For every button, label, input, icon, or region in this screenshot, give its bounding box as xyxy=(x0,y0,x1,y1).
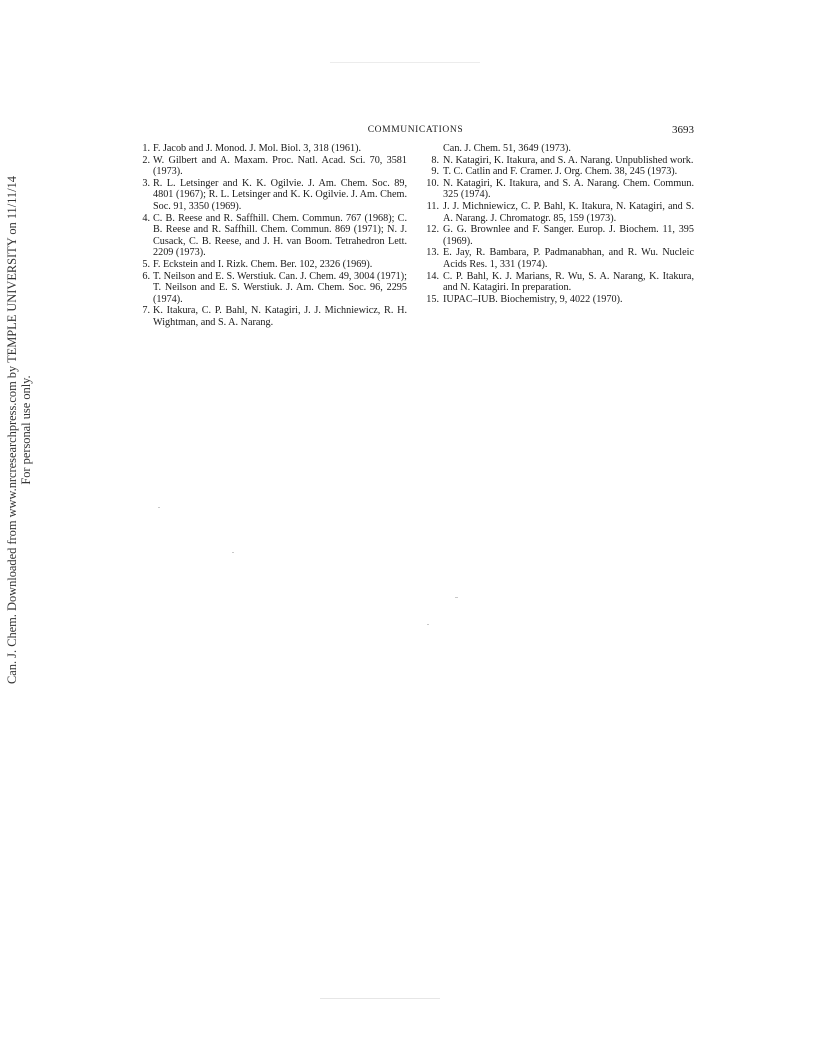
reference-text: K. Itakura, C. P. Bahl, N. Katagiri, J. J. Michniewicz, R. H. Wightman, and S. A. Narang. xyxy=(153,305,407,328)
reference-entry xyxy=(137,271,407,306)
reference-number: 7. xyxy=(142,305,150,317)
reference-entry xyxy=(424,224,694,247)
reference-entry xyxy=(424,166,694,178)
reference-entry xyxy=(424,155,694,167)
scan-speck xyxy=(320,998,440,999)
references-left-column xyxy=(137,143,407,329)
reference-number: 13. xyxy=(426,247,439,259)
reference-text: T. Neilson and E. S. Werstiuk. Can. J. Chem. 49, 3004 (1971); T. Neilson and E. S. Werstiuk. J. Am. Chem. Soc. 96, 2295 (1974). xyxy=(153,270,407,305)
reference-text: C. P. Bahl, K. J. Marians, R. Wu, S. A. Narang, K. Itakura, and N. Katagiri. In preparation. xyxy=(443,270,694,294)
reference-entry xyxy=(424,201,694,224)
reference-entry xyxy=(137,305,407,328)
scan-speck xyxy=(427,624,429,625)
reference-entry xyxy=(137,155,407,178)
section-title: COMMUNICATIONS xyxy=(367,125,464,135)
scan-speck xyxy=(330,62,480,63)
reference-entry xyxy=(424,247,694,270)
scan-speck xyxy=(158,507,160,508)
reference-text: R. L. Letsinger and K. K. Ogilvie. J. Am. Chem. Soc. 89, 4801 (1967); R. L. Letsinger and K. K. Ogilvie. J. Am. Chem. Soc. 91, 3350 (1969). xyxy=(153,177,407,212)
reference-number: 8. xyxy=(431,154,439,166)
reference-entry xyxy=(137,143,407,155)
reference-entry xyxy=(424,143,694,155)
reference-entry xyxy=(137,213,407,259)
reference-number: 5. xyxy=(142,258,150,270)
reference-number: 14. xyxy=(426,270,439,282)
scan-speck xyxy=(455,597,458,598)
reference-entry xyxy=(424,178,694,201)
reference-text: E. Jay, R. Bambara, P. Padmanabhan, and R. Wu. Nucleic Acids Res. 1, 331 (1974). xyxy=(443,247,694,270)
reference-text: T. C. Catlin and F. Cramer. J. Org. Chem. 38, 245 (1973). xyxy=(443,166,678,178)
reference-number: 6. xyxy=(142,270,150,282)
reference-text: N. Katagiri, K. Itakura, and S. A. Narang. Chem. Commun. 325 (1974). xyxy=(443,177,694,201)
download-watermark xyxy=(6,0,33,860)
reference-entry xyxy=(137,178,407,213)
reference-number: 1. xyxy=(142,143,150,154)
reference-text: N. Katagiri, K. Itakura, and S. A. Narang. Unpublished work. xyxy=(443,154,694,166)
running-header xyxy=(137,124,694,140)
reference-number: 9. xyxy=(431,166,439,178)
reference-entry xyxy=(424,271,694,294)
references-right-column xyxy=(424,143,694,305)
reference-text: G. G. Brownlee and F. Sanger. Europ. J. Biochem. 11, 395 (1969). xyxy=(443,224,694,247)
page-number: 3693 xyxy=(672,124,694,136)
reference-number: 4. xyxy=(142,212,150,224)
reference-text: J. J. Michniewicz, C. P. Bahl, K. Itakura, N. Katagiri, and S. A. Narang. J. Chromatogr. 85, 159 (1973). xyxy=(443,200,694,224)
reference-entry xyxy=(424,294,694,306)
watermark-line-2: For personal use only. xyxy=(18,375,33,485)
reference-text: W. Gilbert and A. Maxam. Proc. Natl. Acad. Sci. 70, 3581 (1973). xyxy=(153,154,407,178)
reference-number: 15. xyxy=(426,293,439,305)
reference-text: Can. J. Chem. 51, 3649 (1973). xyxy=(443,143,571,154)
reference-text: F. Jacob and J. Monod. J. Mol. Biol. 3, 318 (1961). xyxy=(153,143,362,154)
reference-text: C. B. Reese and R. Saffhill. Chem. Commun. 767 (1968); C. B. Reese and R. Saffhill. Chem. Commun. 869 (1971); N. J. Cusack, C. B. Reese, and J. H. van Boom. Tetrahedron Lett. 2209 (1973). xyxy=(153,212,407,259)
reference-text: F. Eckstein and I. Rizk. Chem. Ber. 102, 2326 (1969). xyxy=(153,258,373,270)
scan-speck xyxy=(232,552,234,553)
reference-number: 12. xyxy=(426,224,439,236)
reference-entry xyxy=(137,259,407,271)
reference-number: 3. xyxy=(142,177,150,189)
reference-number: 2. xyxy=(142,154,150,166)
reference-number: 10. xyxy=(426,177,439,189)
reference-text: IUPAC–IUB. Biochemistry, 9, 4022 (1970). xyxy=(443,293,623,305)
reference-number: 11. xyxy=(426,200,439,212)
watermark-line-1: Can. J. Chem. Downloaded from www.nrcresearchpress.com by TEMPLE UNIVERSITY on 11/11/14 xyxy=(5,176,19,684)
